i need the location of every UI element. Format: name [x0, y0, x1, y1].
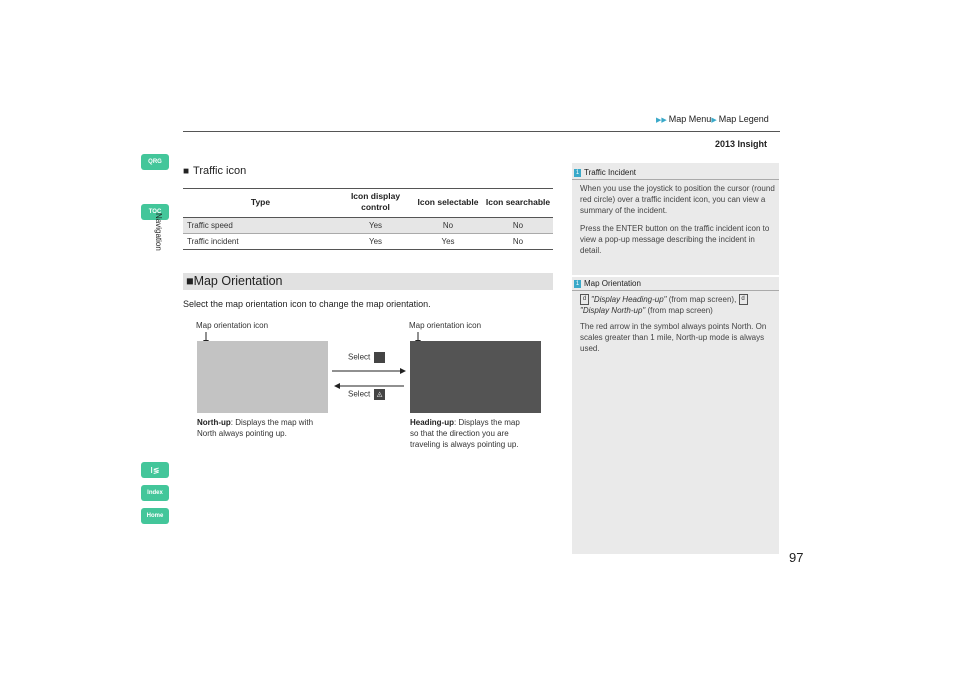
voice-command-icon: d	[580, 294, 589, 305]
intro-text: Select the map orientation icon to change the map orientation.	[183, 299, 431, 309]
north-up-icon: ◬	[374, 389, 385, 400]
section-label: Navigation	[154, 213, 163, 251]
note-marker-icon: 1	[575, 169, 580, 176]
heading-up-icon	[374, 352, 385, 363]
column-header: Type	[250, 196, 271, 207]
table-cell: No	[442, 221, 454, 230]
table-cell: Yes	[368, 221, 383, 230]
table-row	[183, 218, 553, 234]
note-marker-icon: 1	[575, 280, 580, 287]
note-body-traffic-incident: When you use the joystick to position the cursor (round red circle) over a traffic incident icon, you can view a summary of the incident. Press the ENTER button on the traffic incident icon to view a pop-up message describing the incident in detail.	[580, 184, 775, 255]
table-cell: Traffic speed	[187, 221, 233, 230]
orientation-icon-label-left: Map orientation icon	[196, 321, 269, 330]
note-divider	[572, 179, 779, 180]
breadcrumb-arrow-icon: ▶▶	[656, 117, 667, 124]
note-divider	[572, 290, 779, 291]
model-title: 2013 Insight	[715, 139, 768, 149]
breadcrumb-arrow-icon: ▶	[711, 117, 717, 124]
voice-command-icon: d	[739, 294, 748, 305]
note-title-traffic-incident: 1 Traffic Incident	[575, 168, 637, 177]
heading-up-caption: Heading-up: Displays the map so that the direction you are traveling is always pointing up.	[410, 418, 520, 449]
note-body-map-orientation: d "Display Heading-up" (from map screen), d "Display North-up" (from map screen) The red arrow in the symbol always points North. On scales greater than 1 mile, North-up mode is always used.	[580, 295, 767, 354]
table-cell: Yes	[441, 237, 455, 246]
select-label-bottom: Select ◬	[348, 389, 385, 400]
table-cell: Traffic incident	[187, 237, 239, 246]
traffic-icon-table	[183, 188, 553, 250]
section-square-icon: ■	[186, 274, 194, 288]
right-arrow-icon	[400, 368, 406, 374]
table-row	[183, 234, 553, 250]
section-square-icon: ■	[183, 166, 190, 177]
north-up-caption: North-up: Displays the map with North always pointing up.	[197, 418, 314, 438]
index-tab[interactable]: Index	[141, 485, 169, 501]
column-header: Icon display control	[350, 191, 401, 212]
table-header-row	[183, 189, 553, 218]
qrg-tab[interactable]: QRG	[141, 154, 169, 170]
orientation-icon-label-right: Map orientation icon	[409, 321, 482, 330]
breadcrumb-item-map-menu[interactable]: Map Menu	[668, 114, 712, 124]
home-tab[interactable]: Home	[141, 508, 169, 524]
table-cell: No	[512, 221, 524, 230]
map-orientation-heading: ■Map Orientation	[186, 274, 283, 288]
column-header: Icon searchable	[485, 196, 551, 207]
breadcrumb	[656, 114, 769, 124]
note-gap	[572, 275, 779, 277]
select-label-top: Select	[348, 352, 385, 363]
voice-command-tab[interactable]: ǀ≶	[141, 462, 169, 478]
left-arrow-icon	[334, 383, 340, 389]
note-title-map-orientation: 1 Map Orientation	[575, 279, 641, 288]
table-cell: No	[512, 237, 524, 246]
page-number: 97	[789, 550, 804, 565]
toc-tab[interactable]: TOC	[141, 204, 169, 220]
table-cell: Yes	[368, 237, 383, 246]
north-up-map-image	[197, 341, 328, 413]
header-rule	[183, 131, 780, 132]
traffic-icon-heading: ■ Traffic icon	[183, 165, 247, 177]
breadcrumb-item-map-legend[interactable]: Map Legend	[718, 114, 769, 124]
column-header: Icon selectable	[417, 196, 479, 207]
heading-up-map-image	[410, 341, 541, 413]
